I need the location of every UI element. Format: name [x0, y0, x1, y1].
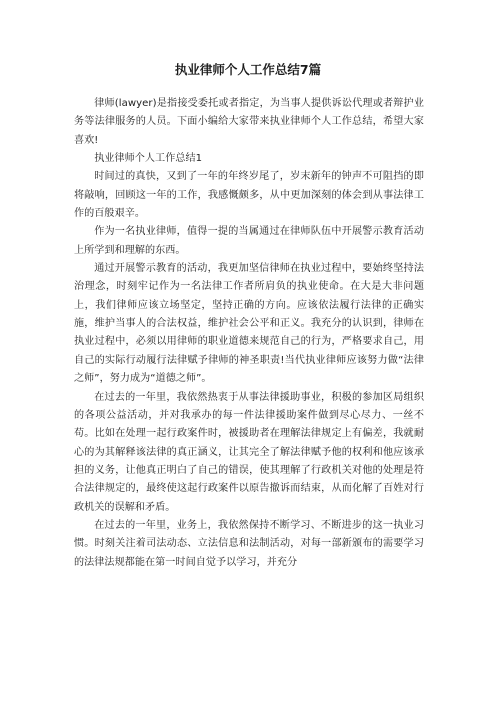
section-heading: 执业律师个人工作总结1 [94, 153, 203, 165]
intro-paragraph: 律师(lawyer)是指接受委托或者指定，为当事人提供诉讼代理或者辩护业务等法律服务的人员。下面小编给大家带来执业律师个人工作总结，希望大家喜欢! [74, 98, 424, 146]
body-paragraph: 作为一名执业律师，值得一提的当属通过在律师队伍中开展警示教育活动上所学到和理解的东西。 [74, 226, 424, 256]
document-title: 执业律师个人工作总结7篇 [174, 62, 322, 77]
body-paragraph: 通过开展警示教育的活动，我更加坚信律师在执业过程中，要始终坚持法治理念，时刻牢记作为一名法律工作者所肩负的执业使命。在大是大非问题上，我们律师应该立场坚定，坚持正确的方向。应该依法履行法律的正确实施，维护当事人的合法权益，维护社会公平和正义。我充分的认识到，律师在执业过程中，必须以用律师的职业道德来规范自己的行为，严格要求自己，用自己的实际行动履行法律赋予律师的神圣职责!当代执业律师应该努力做“法律之师”，努力成为“道德之师”。 [74, 263, 424, 385]
body-paragraph: 时间过的真快，又到了一年的年终岁尾了，岁末新年的钟声不可阻挡的即将敲响，回顾这一年的工作，我感慨颇多，从中更加深刻的体会到从事法律工作的百般艰辛。 [74, 171, 424, 220]
document-body [74, 95, 424, 572]
body-paragraph: 在过去的一年里，业务上，我依然保持不断学习、不断进步的这一执业习惯。时刻关注着司法动态、立法信息和法制活动，对每一部新颁布的需要学习的法律法规都能在第一时间自觉予以学习，并充分 [74, 519, 424, 568]
body-paragraph: 在过去的一年里，我依然热衷于从事法律援助事业，积极的参加区局组织的各项公益活动，并对我承办的每一件法律援助案件做到尽心尽力、一丝不苟。比如在处理一起行政案件时，被援助者在理解法律规定上有偏差，我就耐心的为其解释该法律的真正涵义，让其完全了解法律赋予他的权利和他应该承担的义务，让他真正明白了自己的错误，使其理解了行政机关对他的处理是符合法律规定的，最终使这起行政案件以原告撤诉而结束，从而化解了百姓对行政机关的误解和矛盾。 [74, 391, 424, 513]
